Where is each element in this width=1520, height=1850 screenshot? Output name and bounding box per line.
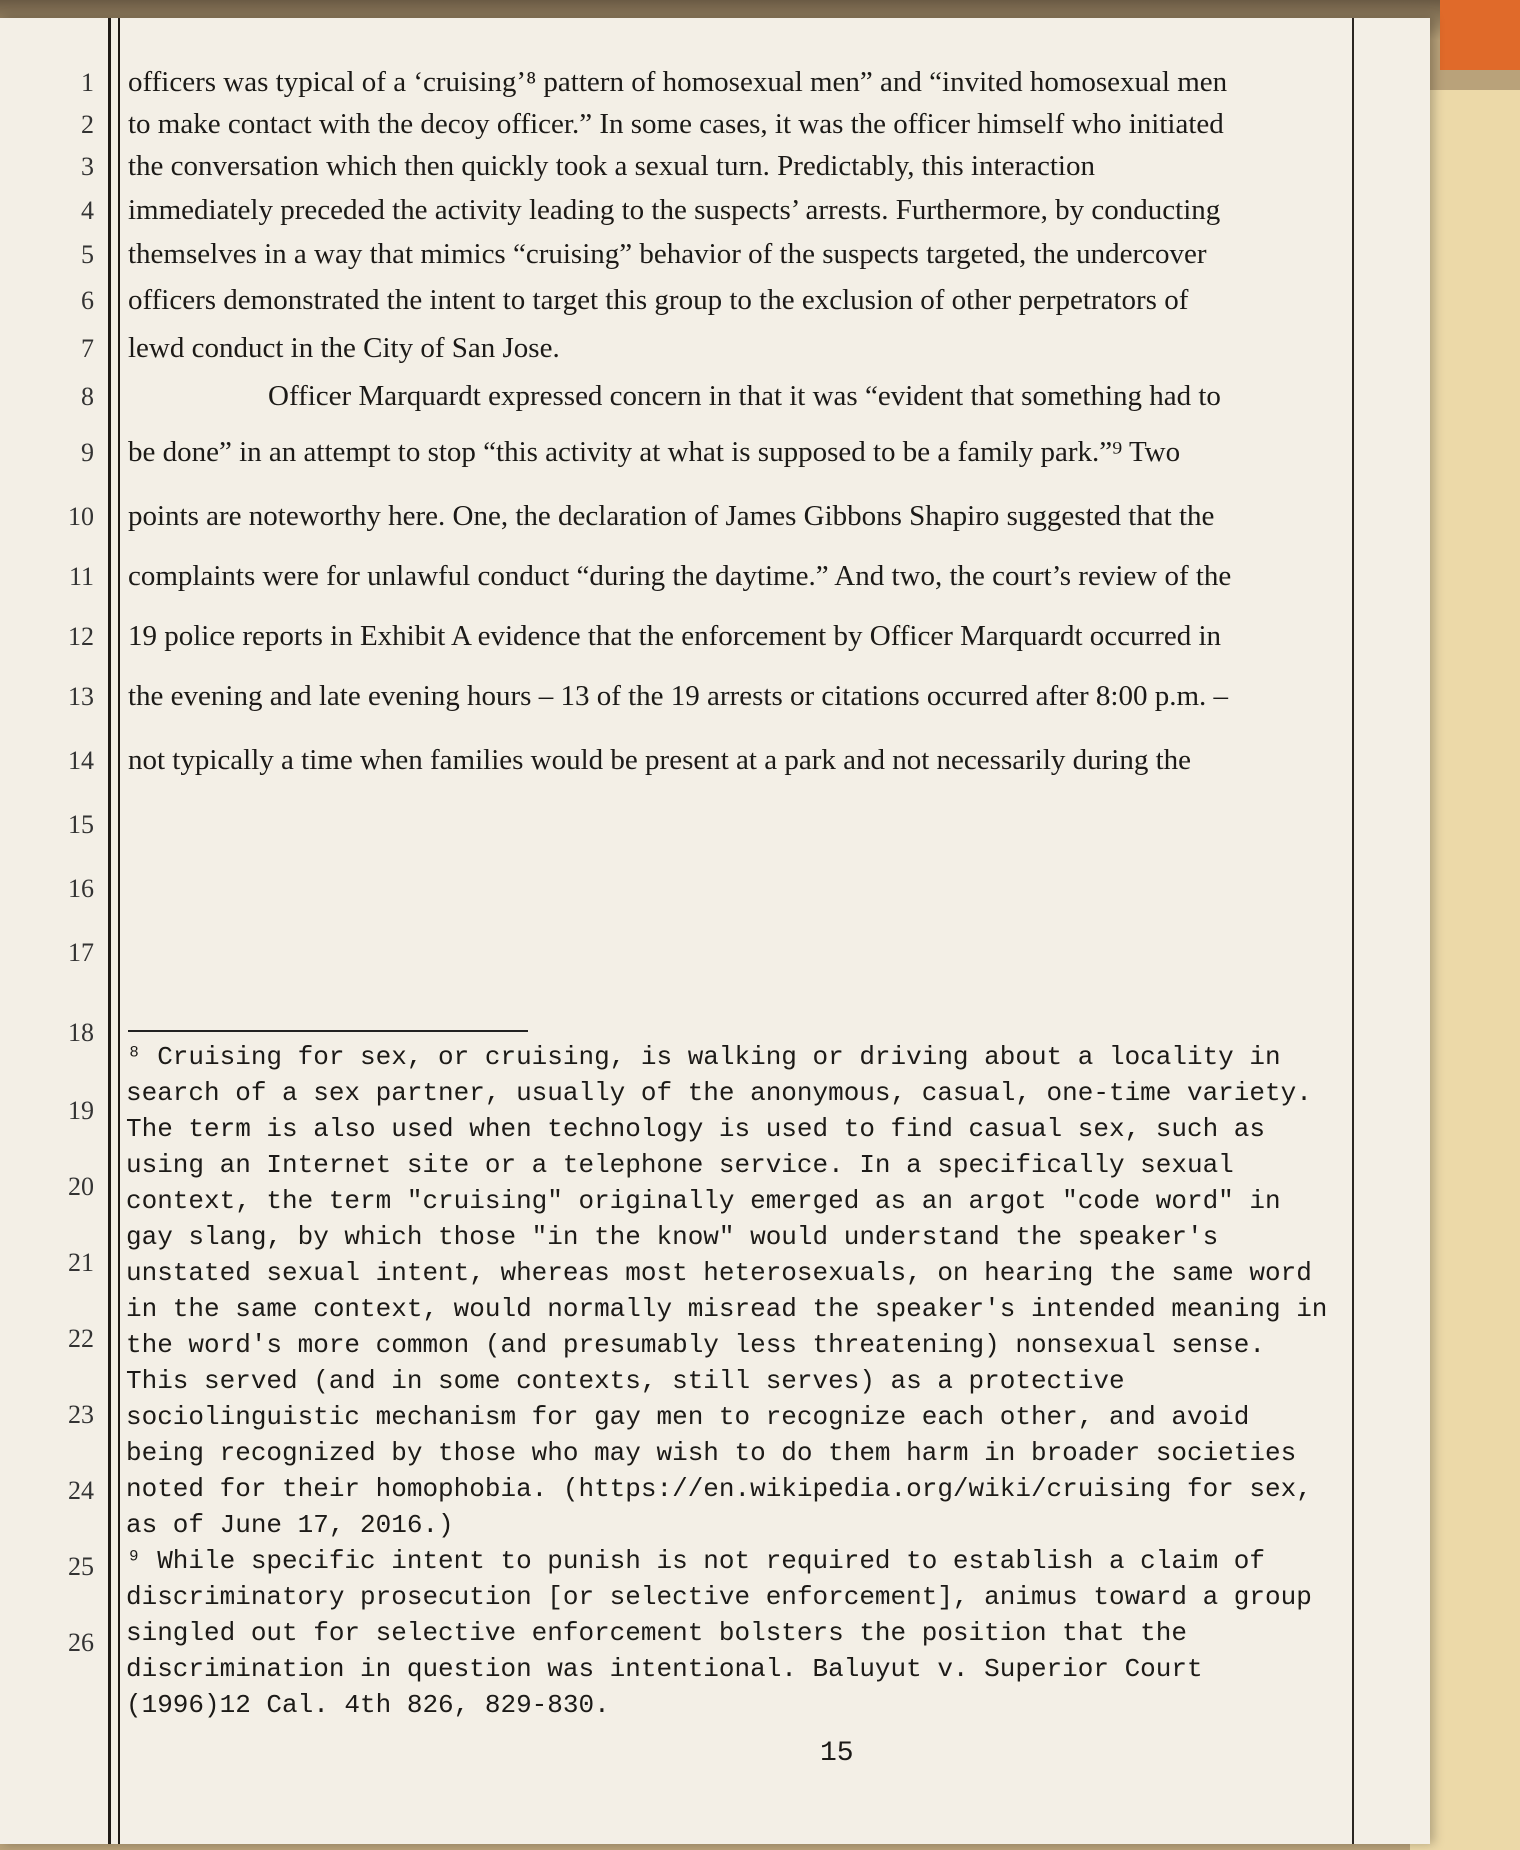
body-line: immediately preceded the activity leading to the suspects’ arrests. Furthermore, by conducting bbox=[128, 194, 1221, 226]
line-number: 14 bbox=[68, 746, 94, 775]
body-line: 19 police reports in Exhibit A evidence that the enforcement by Officer Marquardt occurred in bbox=[128, 620, 1222, 652]
line-number: 18 bbox=[68, 1018, 94, 1047]
footnote-line: discriminatory prosecution [or selective enforcement], animus toward a group bbox=[126, 1582, 1312, 1612]
line-number: 4 bbox=[81, 196, 94, 225]
footnote-line: The term is also used when technology is used to find casual sex, such as bbox=[126, 1114, 1265, 1144]
document-page bbox=[0, 18, 1430, 1844]
footnote-line: noted for their homophobia. (https://en.wikipedia.org/wiki/cruising for sex, bbox=[126, 1474, 1312, 1504]
line-number: 11 bbox=[68, 562, 94, 591]
footnote-separator bbox=[128, 1030, 528, 1032]
line-number: 12 bbox=[68, 622, 94, 651]
footnote-line: context, the term "cruising" originally emerged as an argot "code word" in bbox=[126, 1186, 1281, 1216]
footnote-9: ⁹ While specific intent to punish is not required to establish a claim of bbox=[126, 1546, 1265, 1576]
body-line: officers demonstrated the intent to target this group to the exclusion of other perpetrators of bbox=[128, 284, 1189, 316]
line-number: 20 bbox=[68, 1172, 94, 1201]
body-line: officers was typical of a ‘cruising’⁸ pattern of homosexual men” and “invited homosexual men bbox=[128, 66, 1228, 98]
footnote-line: sociolinguistic mechanism for gay men to recognize each other, and avoid bbox=[126, 1402, 1250, 1432]
footnote-8: ⁸ Cruising for sex, or cruising, is walking or driving about a locality in bbox=[126, 1042, 1281, 1072]
body-line: Officer Marquardt expressed concern in that it was “evident that something had to bbox=[268, 380, 1221, 412]
line-number: 19 bbox=[68, 1096, 94, 1125]
footnote-line: gay slang, by which those "in the know" would understand the speaker's bbox=[126, 1222, 1219, 1252]
left-margin-rule-inner bbox=[118, 18, 120, 1844]
footnote-line: This served (and in some contexts, still serves) as a protective bbox=[126, 1366, 1125, 1396]
body-line: lewd conduct in the City of San Jose. bbox=[128, 332, 560, 364]
line-number: 5 bbox=[81, 240, 94, 269]
footnote-line: discrimination in question was intentional. Baluyut v. Superior Court bbox=[126, 1654, 1203, 1684]
body-line: points are noteworthy here. One, the declaration of James Gibbons Shapiro suggested that the bbox=[128, 500, 1215, 532]
line-number: 3 bbox=[81, 152, 94, 181]
footnote-line: (1996)12 Cal. 4th 826, 829-830. bbox=[126, 1690, 610, 1720]
body-line: the conversation which then quickly took a sexual turn. Predictably, this interaction bbox=[128, 150, 1095, 182]
line-number: 23 bbox=[68, 1400, 94, 1429]
orange-tab bbox=[1440, 0, 1520, 70]
line-number: 8 bbox=[81, 382, 94, 411]
footnote-line: in the same context, would normally misread the speaker's intended meaning in bbox=[126, 1294, 1328, 1324]
body-line: themselves in a way that mimics “cruising” behavior of the suspects targeted, the undercover bbox=[128, 238, 1207, 270]
body-line: the evening and late evening hours – 13 of the 19 arrests or citations occurred after 8:00 p.m. – bbox=[128, 680, 1229, 712]
line-number: 25 bbox=[68, 1552, 94, 1581]
footnote-line: singled out for selective enforcement bolsters the position that the bbox=[126, 1618, 1187, 1648]
line-number: 16 bbox=[68, 874, 94, 903]
footnote-line: the word's more common (and presumably less threatening) nonsexual sense. bbox=[126, 1330, 1265, 1360]
body-line: complaints were for unlawful conduct “during the daytime.” And two, the court’s review of the bbox=[128, 560, 1232, 592]
footnote-line: search of a sex partner, usually of the anonymous, casual, one-time variety. bbox=[126, 1078, 1312, 1108]
line-number: 24 bbox=[68, 1476, 94, 1505]
line-number: 13 bbox=[68, 682, 94, 711]
body-line: not typically a time when families would be present at a park and not necessarily during the bbox=[128, 744, 1192, 776]
line-number: 22 bbox=[68, 1324, 94, 1353]
page-number: 15 bbox=[820, 1738, 854, 1769]
line-number: 26 bbox=[68, 1628, 94, 1657]
line-number: 2 bbox=[81, 110, 94, 139]
body-line: be done” in an attempt to stop “this activity at what is supposed to be a family park.”⁹ Two bbox=[128, 436, 1181, 468]
right-margin-rule bbox=[1352, 18, 1354, 1844]
line-number: 10 bbox=[68, 502, 94, 531]
line-number: 15 bbox=[68, 810, 94, 839]
footnote-line: unstated sexual intent, whereas most heterosexuals, on hearing the same word bbox=[126, 1258, 1312, 1288]
body-line: to make contact with the decoy officer.” In some cases, it was the officer himself who initiated bbox=[128, 108, 1224, 140]
line-number: 21 bbox=[68, 1248, 94, 1277]
footnote-line: being recognized by those who may wish to do them harm in broader societies bbox=[126, 1438, 1297, 1468]
line-number: 1 bbox=[81, 68, 94, 97]
footnote-line: using an Internet site or a telephone service. In a specifically sexual bbox=[126, 1150, 1234, 1180]
footnote-line: as of June 17, 2016.) bbox=[126, 1510, 454, 1540]
line-number: 9 bbox=[81, 438, 94, 467]
line-number: 17 bbox=[68, 938, 94, 967]
left-margin-rule bbox=[108, 18, 111, 1844]
line-number: 6 bbox=[81, 286, 94, 315]
line-number: 7 bbox=[81, 334, 94, 363]
